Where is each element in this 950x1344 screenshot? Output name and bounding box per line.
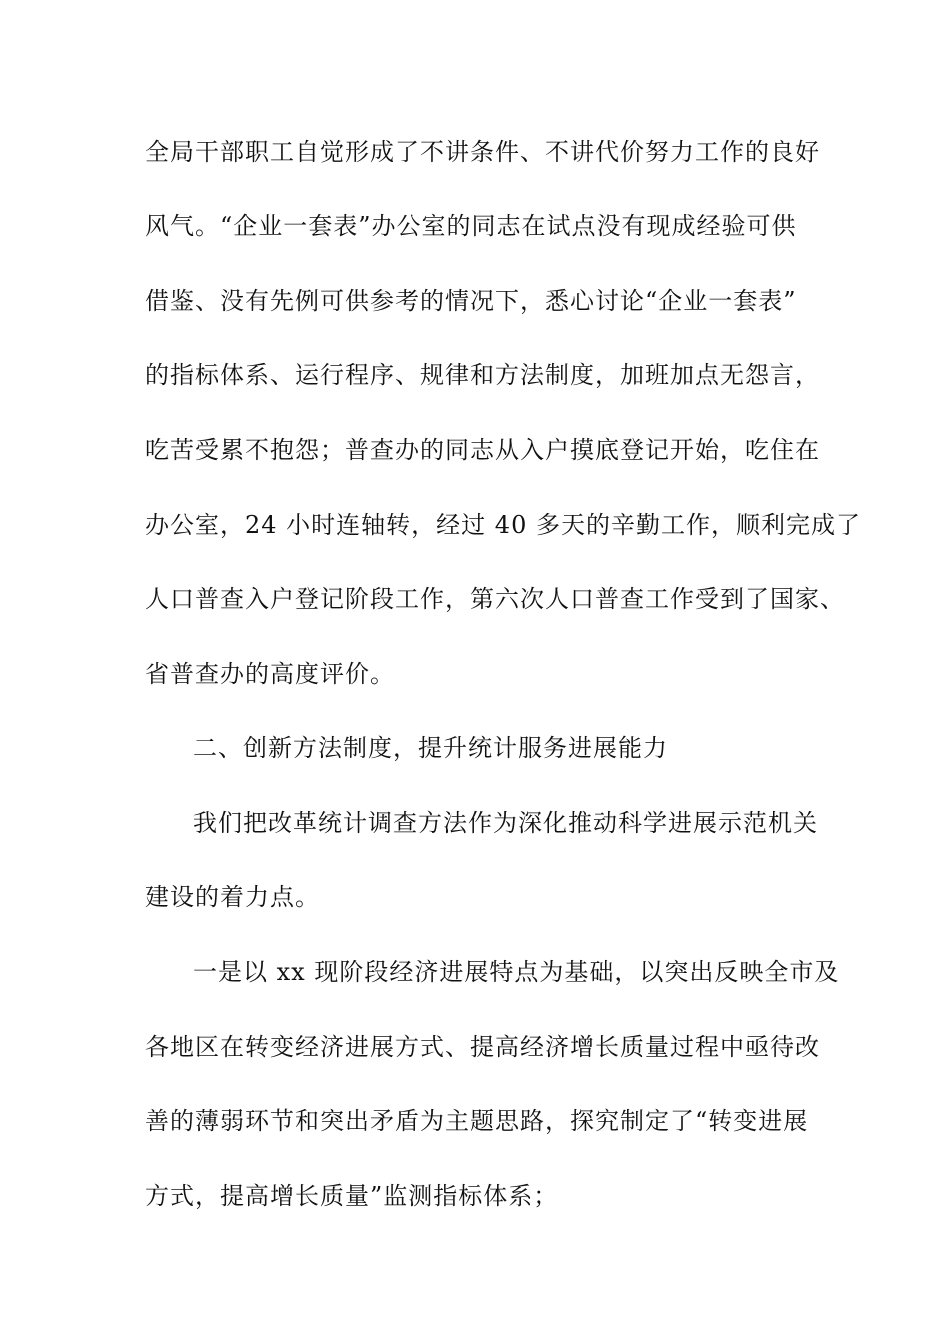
paragraph-line: 善的薄弱环节和突出矛盾为主题思路，探究制定了“转变进展 (145, 1107, 809, 1135)
paragraph-line: 建设的着力点。 (145, 883, 320, 911)
section-heading: 二、创新方法制度，提升统计服务进展能力 (193, 734, 668, 762)
paragraph-line: 一是以 xx 现阶段经济进展特点为基础，以突出反映全市及 (193, 958, 840, 986)
paragraph-line: 的指标体系、运行程序、规律和方法制度，加班加点无怨言， (145, 361, 820, 389)
paragraph-line: 方式，提高增长质量”监测指标体系； (145, 1182, 559, 1210)
paragraph-line: 全局干部职工自觉形成了不讲条件、不讲代价努力工作的良好 (145, 138, 820, 166)
paragraph-line: 各地区在转变经济进展方式、提高经济增长质量过程中亟待改 (145, 1033, 820, 1061)
paragraph-line: 人口普查入户登记阶段工作，第六次人口普查工作受到了国家、 (145, 585, 845, 613)
paragraph-line: 风气。“企业一套表”办公室的同志在试点没有现成经验可供 (145, 212, 797, 240)
paragraph-line: 省普查办的高度评价。 (145, 660, 395, 688)
paragraph-line: 吃苦受累不抱怨；普查办的同志从入户摸底登记开始，吃住在 (145, 436, 820, 464)
paragraph-line: 借鉴、没有先例可供参考的情况下，悉心讨论“企业一套表” (145, 287, 797, 315)
paragraph-line: 办公室，24 小时连轴转，经过 40 多天的辛勤工作，顺利完成了 (145, 511, 861, 539)
paragraph-line: 我们把改革统计调查方法作为深化推动科学进展示范机关 (193, 809, 818, 837)
